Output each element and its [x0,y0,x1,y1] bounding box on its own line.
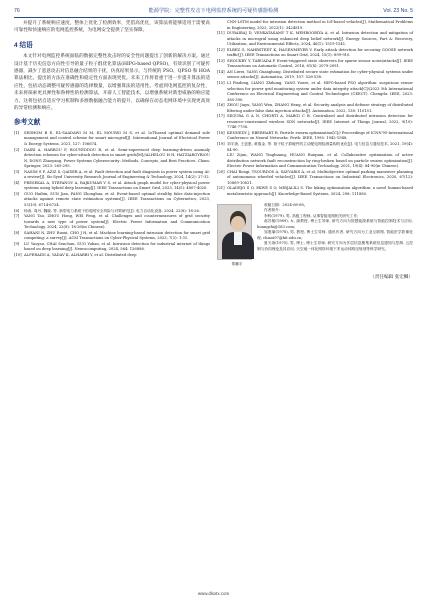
reference-item [14,242,210,253]
right-column [217,20,413,281]
left-column [14,20,210,258]
reference-item [14,231,210,242]
reference-number: [14] [217,69,225,74]
reference-number: [1] [14,130,20,135]
reference-item [217,142,413,153]
reference-item [217,153,413,170]
reference-text: CNN-LSTM model for intrusion detection method in IoT-based vehicles[J]. Mathematical Problems in Engineering, 2022, 2022(1): 3424819. [227,20,413,30]
reference-number: [12] [217,47,225,52]
reference-item [217,81,413,103]
header-rule [14,17,413,18]
author-photo-wrap [217,203,257,268]
reference-item [217,131,413,142]
reference-text: GUO Haibin, SUN Jian, PANG Zhonghua, et al. Event-based optimal stealthy false data-injection attacks against remote state estimation systems[J]. IEEE Transactions on Cybernetics, 2023, 53(10): 6714-6724. [24,191,210,207]
running-title: 能源学院：完整性攻击下电网监控系统的可疑传感器检测 [148,8,279,14]
reference-number: [4] [14,180,20,185]
body-paragraph: 并提升了系统响应速度，整体上优化了检测效率，凭借高优化，该算法将能够适用于需要高可靠性和快速响应的电网监控系统，为电网安全提供了坚实保障。 [14,21,210,34]
reference-text: PRESEKAL A, STEFANOV A, RAJKUMAR V S, et al. Attack graph model for cyber-physical power systems using hybrid deep learning[J]. IEEE Transactions on Smart Grid, 2023, 14(5): 4007-4020. [24,180,210,191]
bio-paragraph: 夏天涛(1975), 男, 博士, 博士生导师, 研究方向为多层信息聚集系统信息感知与控制, 云控制与协同理论及其应用, 天空地一体化网络环境下多运动体路径规划等科学研究。 [257,241,413,251]
reference-text: ZHOU Jiayu, YANG Wen, ZHANG Heng, et al. Security analysis and defense strategy of distributed filtering under false data injection attacks[J]. Automatica, 2022, 138: 110151. [227,103,413,113]
reference-number: [5] [14,191,20,196]
references-list-left [14,131,210,259]
conclusion-paragraph: 本文针对电网监控系统面临的数据完整性攻击时的安全性问题提出了创新的解决方案。通过设计基于历史信息方向性引导的量子粒子群优化算法(HIPG-based QPSO)，有效识别了可疑传感器，减少了恶意攻击对信息融合结果的干扰，仿真结果显示，与传统的 PSO、QPSO 和 HOA 算法相比，提出的方法在准确性和稳定性方面表现更优。未来工作将着重于进一步提升算法的适应性，包括动态调整可疑传感器的选择数量，以增强算法的适用性。考虑到电网监控的复杂性，未来将探索更具弹性和鲁棒性的检测算法，开辟人工智能技术，以增强系统对新型威胁的响应能力。这将包括自适应学习机制和多源数据融合能力的提升，以确保在动态电网环境中实现更高效的异常检测和响应。 [14,54,210,112]
reference-item [217,170,413,187]
reference-number: [17] [217,114,225,119]
reference-number: [16] [217,103,225,108]
reference-number: [10] [14,252,22,257]
reference-number: [15] [217,81,225,86]
running-header [14,6,413,16]
reference-number [217,153,227,170]
reference-number: [9] [14,241,20,246]
author-photo [217,204,252,260]
reference-text: LI Pindong, LIANG Zhihong, YANG Yuwei, et al. HIPG-based PSO algorithm: suspicious sensor selection for power grid monitoring system under data integrity attack[C]//2023 5th International Conference on Electrical Engineering and Control Technologies (CEECT). Chengdu: IEEE, 2023: 385-390. [227,81,413,102]
responsible-editor: （责任编辑 张宏鲫） [370,274,413,280]
reference-item [14,181,210,192]
reference-text: ELBEZ G, NAHRSTEDT K, HAGENMEYER V. Early attack detection for securing GOOSE network traffic[J]. IEEE Transactions on Smart Grid, 2024, 15(1): 899-910. [227,47,413,58]
references-list-right [217,20,413,198]
reference-text: DAIRI A, HARROU F, BOUYEDDOU B, et al. Semi-supervised deep learning-driven anomaly detection schemes for cyber-attack detection in smart grids[M]//ALHELOU H H, HATZIARGYRIOU N, DONG Zhaoyang. Power Systems Cybersecurity: Methods, Concepts, and Best Practices. Cham: Springer, 2023: 265-295. [24,147,210,169]
reference-text: LIU Zijun, WANG Tinghuang, HUANG Ruiquan, et al. Collaborative optimization of active distribution network fault reconstruction by ring-broken based on particle swarm optimization[J]. Electric Power Information and Communication Technology, 2021, 19(4): 84-90(in Chinese). [227,153,413,169]
reference-text: OLADEJO S O, EKWE S O, MIRJALILI S. The hiking optimization algorithm: a novel human-based metaheuristic approach[J]. Knowledge-Based Systems, 2024, 296: 111880. [227,186,413,196]
reference-text: AN Liwei, YANG Guanghong. Distributed secure state estimation for cyber-physical systems under sensor attacks[J]. Automatica, 2019, 107: 526-538. [227,69,413,80]
reference-text: SAHANI N, ZHU Ruoxi, CHO J H, et al. Machine learning-based intrusion detection for smart grid computing: a survey[J]. ACM Transactions on Cyber-Physical Systems, 2023, 7(2): 1-31. [24,230,210,241]
reference-text: CHAI Rongi, TSOURDOS A, SAVVARIS A, et al. Multiobjective optimal parking maneuver planning of autonomous wheeled vehicles[J]. IEEE Transactions on Industrial Electronics, 2020, 67(12): 10809-10821. [227,169,413,185]
reference-item [14,148,210,170]
author-block [217,203,413,268]
received-date: 收稿日期：2024-08-08。 [264,202,308,207]
reference-item [14,192,210,209]
reference-text: LU Yaoyao, CHAI Senchun, SUO Yuhan, et al. Intrusion detection for industrial internet of things based on deep learning[J]. Neurocomputing, 2024, 564: 126886. [24,241,210,252]
page-number: 76 [14,8,20,14]
reference-text: SHOUKRY Y, TABUADA P. Event-triggered state observers for sparse sensor noise/attacks[J]. IEEE Transactions on Automatic Control, 2016, 61(8): 2079-2091. [227,58,413,69]
reference-text: SEGURA G A N, CHORTI A, MARGI C B. Centralized and distributed intrusion detection for resource-constrained wireless SDN networks[J]. IEEE Internet of Things Journal, 2022, 9(10): 7746-7758. [227,114,413,130]
reference-number: [7] [14,214,20,219]
reference-item [14,131,210,148]
reference-number [217,20,227,31]
bio-heading: 作者简介： [264,208,283,213]
reference-text: DURAIRAJ D, VENKATASAMY T K, MEHBOOBIYA A, et al. Intrusion detection and mitigation of attacks in microgrid using enhanced deep belief network[J]. Energy Sources, Part A: Recovery, Utilization, and Environmental Effects, 2024, 46(1): 1519-1541. [227,31,413,47]
conclusion-heading: 4 结语 [14,41,33,49]
reference-item [217,70,413,81]
reference-text: NASIM S F, AZIZ S, QAISER A, et al. Fault detection and fault diagnosis in power system using AI: a review[J]. Sir Syed University Research Journal of Engineering & Technology, 2024, 14(2): 27-32. [24,169,210,180]
reference-number: [3] [14,169,20,174]
reference-item [14,170,210,181]
reference-text: 刘宇唐, 王廷惠, 黄瑞金, 等. 基于粒子群硬件的主动配电网检测量构的优化[J]. 电力信息与通信技术, 2021, 19(4): 84-90. [227,142,413,152]
reference-number: [11] [217,31,225,36]
bio-paragraph: 邹惠瑜(1978), 男, 教授, 博士生导师, 通讯作者, 研究方向为工业互联网, 智能医学影像处理, chiaoi97@hit.edu.cn; [257,230,413,240]
reference-item [217,20,413,31]
reference-item [217,59,413,70]
reference-item [14,214,210,231]
reference-number: [8] [14,230,20,235]
reference-item [217,103,413,114]
reference-number: [2] [14,147,20,152]
reference-text: 杨涛, 周丹, 魏晓, 等. 新型电力系统下的电网安全风险与对策研究[J]. 电力自动化设备, 2024, 22(8): 18-26. [24,208,200,213]
reference-item [217,186,413,197]
reference-item [217,31,413,48]
photo-caption: 郑鹏宇 [231,261,243,266]
references-heading: 参考文献 [14,119,41,127]
reference-number: [18] [217,130,225,135]
reference-number: [20] [217,169,225,174]
reference-text: KENNEDY J, EBERHART R. Particle swarm optimization[C]// Proceedings of ICNN'95-International Conference on Neural Networks. Perth: IEEE, 1995: 1942-1948. [227,130,413,141]
bio-paragraph: 李科(1979), 男, 高级工程师, 从事智能电网相关研究工作; [264,213,359,218]
footer-url[interactable]: www.dlxxtx.com [197,591,230,596]
reference-item [14,253,210,259]
reference-number: [13] [217,58,225,63]
reference-number: [6] [14,208,20,213]
bio-paragraph: 郝苏敏(1989), 女, 副教授, 博士生导师, 研究方向为智慧能源系统与智能控制技术与应用, huangshi@163.com; [257,219,413,229]
reference-number: [21] [217,186,225,191]
author-bios [257,203,413,268]
reference-text: SEDHOM B E, EL-SAADAWI M M, EL MOURSI M S, et al. IoT-based optimal demand side management and control scheme for smart microgrid[J]. International Journal of Electrical Power & Energy Systems, 2021, 127: 106674. [24,130,210,146]
reference-item [217,114,413,131]
reference-text: YANG Tao, ZHOU Hong, WEI Feng, et al. Challenges and countermeasures of grid security towards a new type of power system[J]. Electric Power Information and Communication Technology, 2024, 22(8): 18-26(in Chinese). [24,214,210,230]
reference-text: ALFERAIDI A, YADAV K, ALHARBI Y, et al. Distributed deep [24,252,137,257]
reference-item [217,48,413,59]
volume-label: Vol. 23 No. 5 [383,8,413,14]
reference-number: [19] [217,142,225,147]
